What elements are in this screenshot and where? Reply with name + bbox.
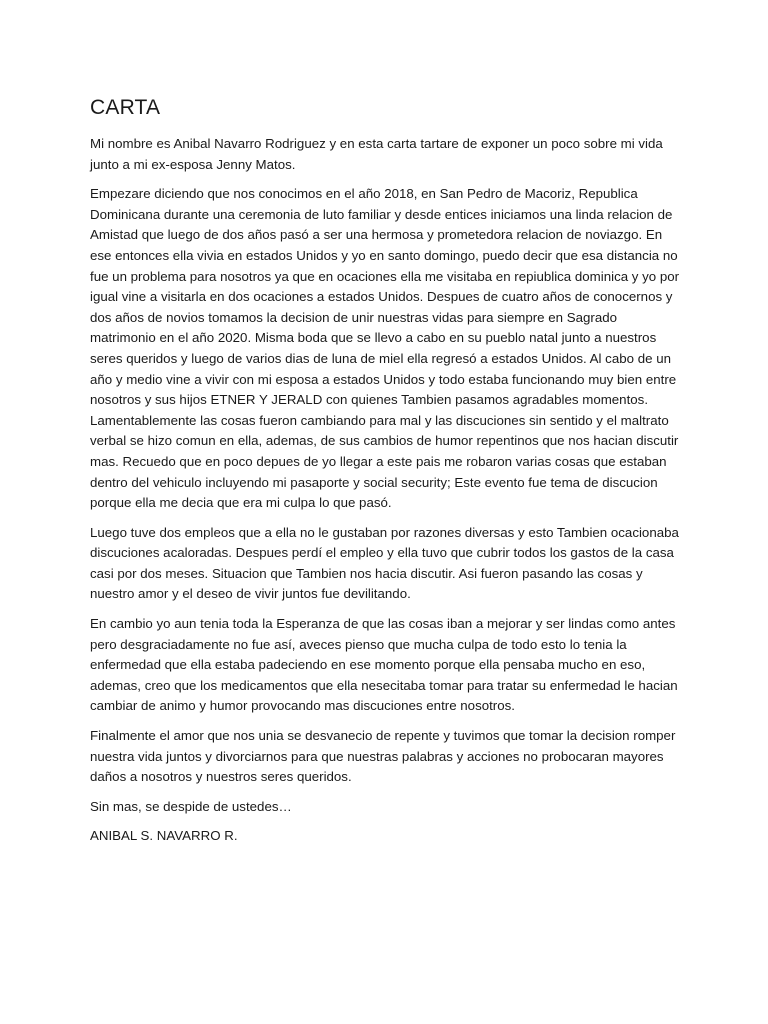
- paragraph-employment: Luego tuve dos empleos que a ella no le gustaban por razones diversas y esto Tambien ocacionaba discuciones acaloradas. Despues perdí el empleo y ella tuvo que cubrir todos los gastos de la casa casi por dos meses. Situacion que Tambien nos hacia discutir. Asi fueron pasando las cosas y nuestro amor y el deseo de vivir juntos fue devilitando.: [90, 524, 679, 602]
- paragraph-hope: En cambio yo aun tenia toda la Esperanza de que las cosas iban a mejorar y ser lindas como antes pero desgraciadamente no fue así, aveces pienso que mucha culpa de todo esto lo tenia la enfermedad que ella estaba padeciendo en ese momento porque ella pensaba mucho en eso, ademas, creo que los medicamentos que ella nesecitaba tomar para tratar su enfermedad le hacian cambiar de animo y humor provocando mas discuciones entre nosotros.: [90, 616, 678, 714]
- paragraph-story: Empezare diciendo que nos conocimos en el año 2018, en San Pedro de Macoriz, Republica Dominicana durante una ceremonia de luto familiar y desde entices iniciamos una linda relacion de Amistad que luego de dos años pasó a ser una hermosa y prometedora relacion de noviazgo. En ese entonces ella vivia en estados Unidos y yo en santo domingo, puedo decir que esa distancia no fue un problema para nosotros ya que en ocaciones ella me visitaba en repiublica dominica y yo por igual vine a visitarla en dos ocaciones a estados Unidos. Despues de cuatro años de conocernos y dos años de novios tomamos la decision de unir nuestras vidas para siempre en Sagrado matrimonio en el año 2020. Misma boda que se llevo a cabo en su pueblo natal junto a nuestros seres queridos y luego de varios dias de luna de miel ella regresó a estados Unidos. Al cabo de un año y medio vine a vivir con mi esposa a estados Unidos y todo estaba funcionando muy bien entre nosotros y sus hijos ETNER Y JERALD con quienes Tambien pasamos agradables momentos. Lamentablemente las cosas fueron cambiando para mal y las discuciones sin sentido y el maltrato verbal se hizo comun en ella, ademas, de sus cambios de humor repentinos que nos hacian discutir mas. Recuedo que en poco depues de yo llegar a este pais me robaron varias cosas que estaban dentro del vehiculo incluyendo mi pasaporte y social security; Este evento fue tema de discucion porque ella me decia que era mi culpa lo que pasó.: [90, 186, 680, 511]
- signature: ANIBAL S. NAVARRO R.: [90, 828, 238, 844]
- paragraph-farewell: Sin mas, se despide de ustedes…: [90, 798, 292, 814]
- paragraph-decision: Finalmente el amor que nos unia se desvanecio de repente y tuvimos que tomar la decision romper nuestra vida juntos y divorciarnos para que nuestras palabras y acciones no probocaran mayores daños a nosotros y nuestros seres queridos.: [90, 728, 676, 785]
- paragraph-intro: Mi nombre es Anibal Navarro Rodriguez y en esta carta tartare de exponer un poco sobre mi vida junto a mi ex-esposa Jenny Matos.: [90, 136, 663, 172]
- document-title: CARTA: [90, 96, 161, 119]
- document-page: [90, 94, 680, 847]
